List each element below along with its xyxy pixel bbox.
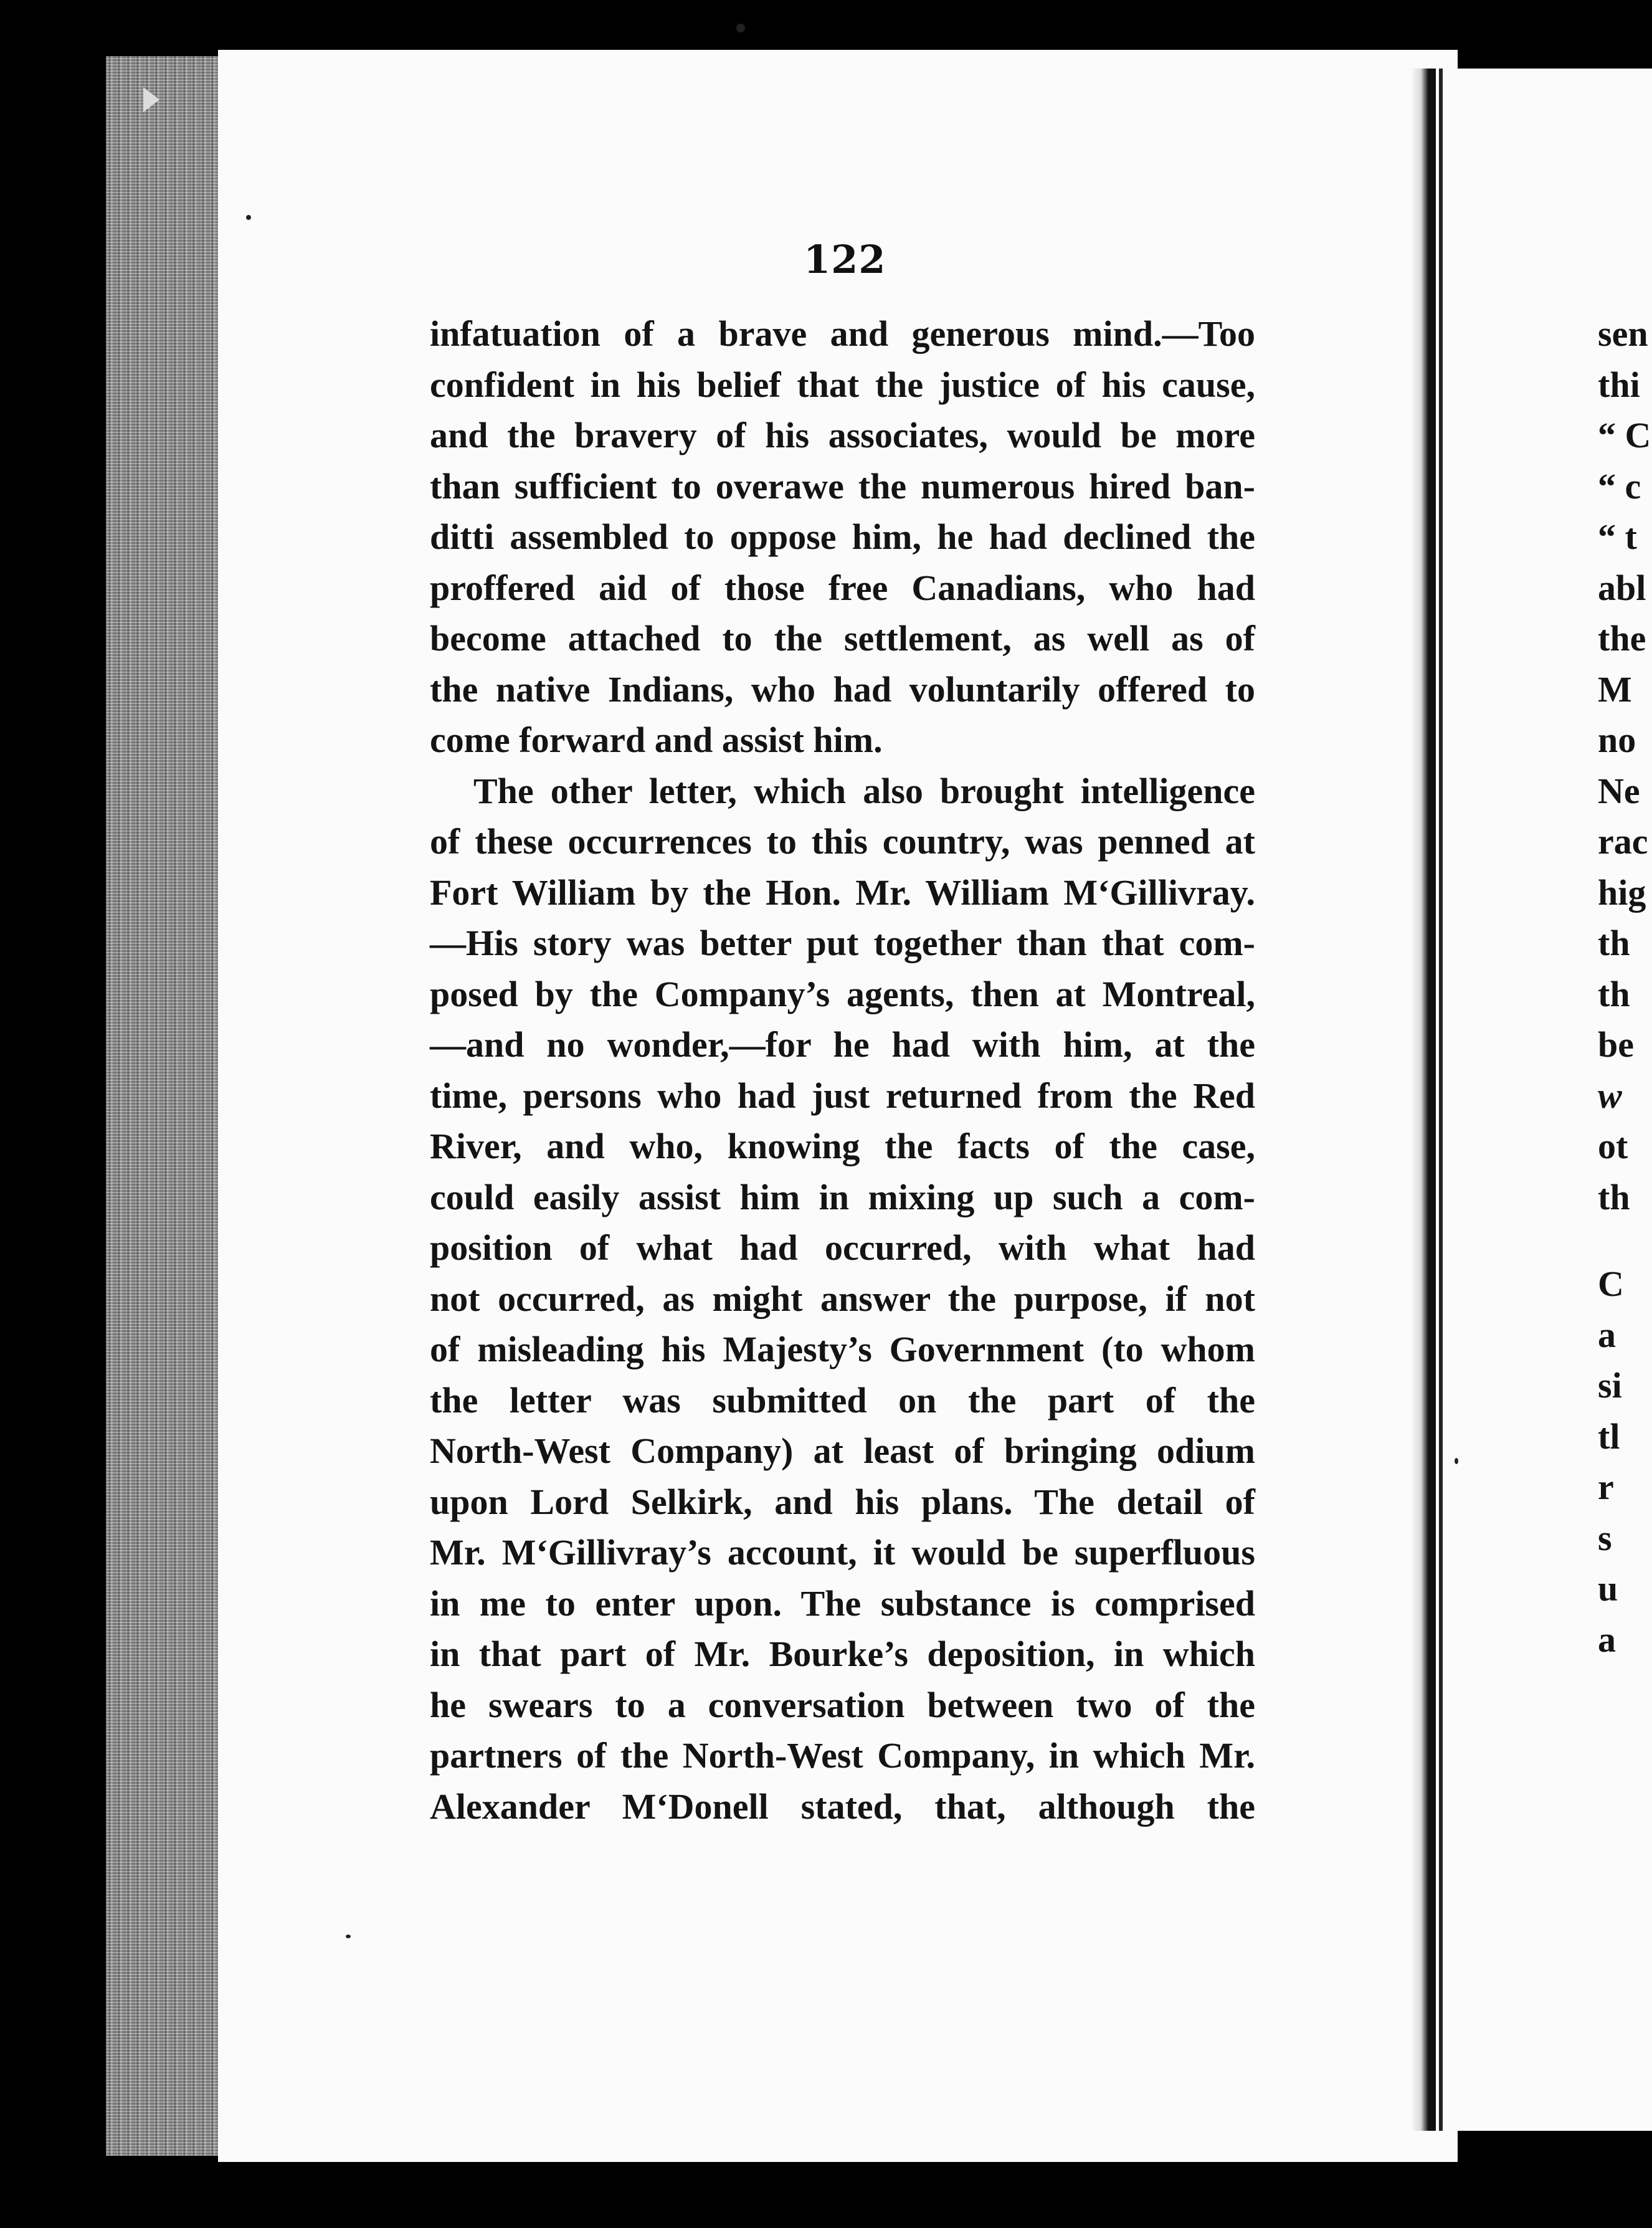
fragment-line: “ c: [1598, 465, 1641, 507]
facing-page-text-block-1: [1598, 308, 1652, 1222]
page-number: 122: [804, 237, 886, 282]
fragment-line: M: [1598, 669, 1632, 710]
text-line: North-West Company) at least of bringing odium: [430, 1431, 1255, 1471]
fragment-line: no: [1598, 720, 1636, 760]
text-line: ditti assembled to oppose him, he had declined the: [430, 517, 1255, 557]
right-page-edge: [1439, 69, 1443, 2131]
fragment-line: C: [1598, 1264, 1624, 1304]
fragment-line: “ t: [1598, 517, 1637, 557]
text-line: —and no wonder,—for he had with him, at the: [430, 1024, 1255, 1065]
fragment-line: ot: [1598, 1126, 1628, 1166]
book-spine-fold: [1411, 69, 1436, 2131]
fragment-line: a: [1598, 1314, 1616, 1355]
text-line: and the bravery of his associates, would be more: [430, 415, 1255, 455]
text-line: of these occurrences to this country, was penned at: [430, 821, 1255, 862]
fragment-line: si: [1598, 1365, 1622, 1406]
ink-speck: [346, 1935, 351, 1938]
text-line: the letter was submitted on the part of the: [430, 1379, 1255, 1421]
text-line: in that part of Mr. Bourke’s deposition, in which: [430, 1634, 1255, 1674]
text-line: he swears to a conversation between two of the: [430, 1684, 1255, 1725]
fragment-line: sen: [1598, 313, 1648, 354]
text-line: position of what had occurred, with what had: [430, 1227, 1255, 1268]
text-line: The other letter, which also brought intelligence: [473, 770, 1255, 811]
fragment-line: Ne: [1598, 770, 1640, 811]
page-edge-gutter: [106, 56, 230, 2156]
text-line: the native Indians, who had voluntarily offered to: [430, 669, 1255, 710]
text-line: in me to enter upon. The substance is comprised: [430, 1583, 1255, 1624]
fragment-line: s: [1598, 1517, 1612, 1558]
fragment-line: be: [1598, 1024, 1634, 1065]
text-line: of misleading his Majesty’s Government (to whom: [430, 1329, 1255, 1369]
text-line: —His story was better put together than that com-: [430, 923, 1255, 963]
text-line: infatuation of a brave and generous mind.—Too: [430, 313, 1255, 354]
fragment-line: the: [1598, 618, 1646, 659]
fragment-line: rac: [1598, 821, 1648, 862]
text-line: Fort William by the Hon. Mr. William M‘Gillivray.: [430, 872, 1255, 913]
text-line: confident in his belief that the justice of his cause,: [430, 364, 1255, 405]
fragment-line: w: [1598, 1075, 1622, 1116]
page-body-text: [430, 308, 1255, 1832]
text-line: time, persons who had just returned from the Red: [430, 1075, 1255, 1116]
ink-speck: [246, 215, 251, 220]
text-line: posed by the Company’s agents, then at Montreal,: [430, 973, 1255, 1014]
ink-speck: [1455, 1458, 1458, 1464]
facing-page-text-block-2: [1598, 1259, 1624, 1665]
fragment-line: tl: [1598, 1416, 1620, 1457]
text-line: partners of the North-West Company, in which Mr.: [430, 1735, 1255, 1776]
text-line: upon Lord Selkirk, and his plans. The detail of: [430, 1481, 1255, 1522]
text-line: than sufficient to overawe the numerous hired ban-: [430, 465, 1255, 507]
text-line: become attached to the settlement, as well as of: [430, 618, 1255, 659]
fragment-line: th: [1598, 923, 1630, 963]
text-line: come forward and assist him.: [430, 720, 883, 760]
fragment-line: th: [1598, 1176, 1630, 1217]
text-line: Mr. M‘Gillivray’s account, it would be superfluous: [430, 1532, 1255, 1573]
fragment-line: u: [1598, 1568, 1618, 1609]
fragment-line: r: [1598, 1467, 1614, 1507]
fragment-line: abl: [1598, 567, 1646, 608]
text-line: not occurred, as might answer the purpose, if not: [430, 1278, 1255, 1319]
fragment-line: hig: [1598, 872, 1646, 913]
text-line: could easily assist him in mixing up such a com-: [430, 1176, 1255, 1217]
text-line: Alexander M‘Donell stated, that, although the: [430, 1786, 1255, 1827]
text-line: proffered aid of those free Canadians, who had: [430, 567, 1255, 608]
fragment-line: th: [1598, 973, 1630, 1014]
fragment-line: a: [1598, 1619, 1616, 1660]
fragment-line: “ C: [1598, 415, 1651, 455]
text-line: River, and who, knowing the facts of the case,: [430, 1126, 1255, 1166]
fragment-line: thi: [1598, 364, 1640, 405]
ink-speck: [736, 24, 745, 32]
